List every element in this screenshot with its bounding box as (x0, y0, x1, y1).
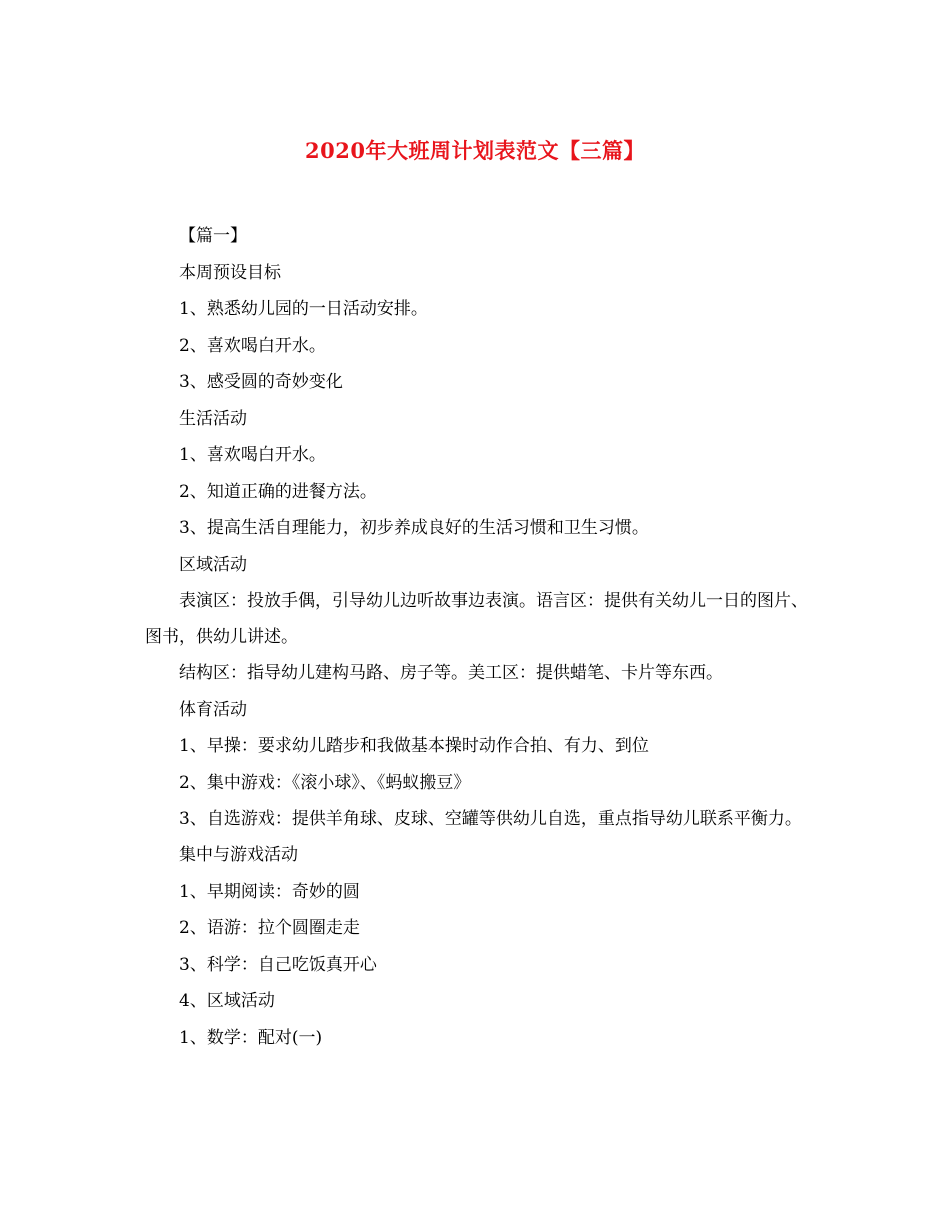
paragraph: 1、数学：配对(一) (179, 1027, 323, 1048)
paragraph: 区域活动 (179, 554, 247, 575)
paragraph: 集中与游戏活动 (179, 845, 298, 865)
paragraph: 3、自选游戏：提供羊角球、皮球、空罐等供幼儿自选，重点指导幼儿联系平衡力。 (179, 809, 802, 829)
paragraph: 结构区：指导幼儿建构马路、房子等。美工区：提供蜡笔、卡片等东西。 (179, 663, 723, 683)
paragraph: 表演区：投放手偶，引导幼儿边听故事边表演。语言区：提供有关幼儿一日的图片、图书，供幼儿讲述。 (145, 591, 808, 647)
section-heading: 【篇一】 (179, 226, 247, 246)
paragraph: 1、熟悉幼儿园的一日活动安排。 (179, 299, 428, 319)
paragraph: 2、语游：拉个圆圈走走 (179, 918, 360, 938)
paragraph: 体育活动 (179, 699, 247, 720)
paragraph: 2、知道正确的进餐方法。 (179, 481, 377, 502)
paragraph: 3、提高生活自理能力，初步养成良好的生活习惯和卫生习惯。 (179, 518, 649, 538)
paragraph: 3、科学：自己吃饭真开心 (179, 954, 377, 975)
paragraph: 2、喜欢喝白开水。 (179, 335, 326, 356)
paragraph: 4、区域活动 (179, 991, 275, 1011)
document-title: 2020年大班周计划表范文【三篇】 (305, 138, 645, 163)
paragraph: 1、早期阅读：奇妙的圆 (179, 881, 360, 902)
paragraph: 1、喜欢喝白开水。 (179, 445, 326, 465)
paragraph: 本周预设目标 (179, 262, 281, 283)
paragraph: 2、集中游戏：《滚小球》、《蚂蚁搬豆》 (179, 772, 471, 793)
paragraph: 1、早操：要求幼儿踏步和我做基本操时动作合拍、有力、到位 (179, 736, 649, 756)
paragraph: 3、感受圆的奇妙变化 (179, 372, 343, 392)
document-body (145, 218, 810, 1056)
paragraph: 生活活动 (179, 408, 247, 429)
